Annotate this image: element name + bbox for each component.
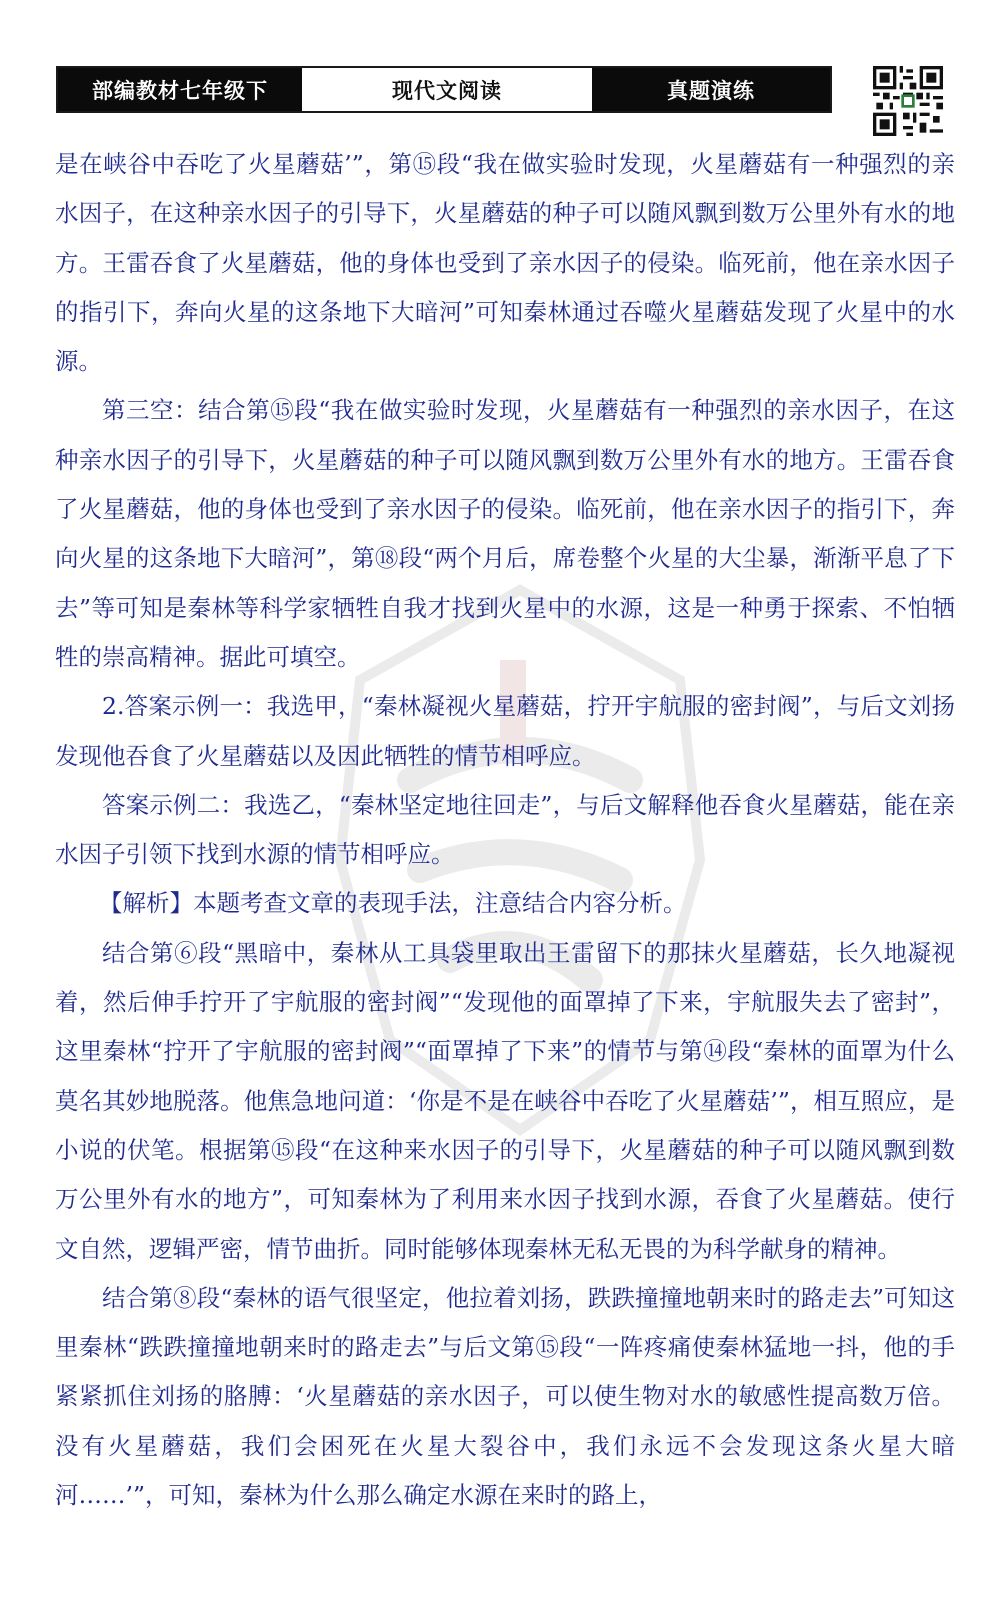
paragraph-continuation: 是在峡谷中吞吃了火星蘑菇’”，第⑮段“我在做实验时发现，火星蘑菇有一种强烈的亲水因子，在这种亲水因子的引导下，火星蘑菇的种子可以随风飘到数万公里外有水的地方。王雷吞食了火星蘑菇，他的身体也受到了亲水因子的侵染。临死前，他在亲水因子的指引下，奔向火星的这条地下大暗河”可知秦林通过吞噬火星蘑菇发现了火星中的水源。: [55, 150, 955, 376]
header-exercise-label: 真题演练: [592, 68, 830, 111]
paragraph-analysis-lead: 【解析】本题考查文章的表现手法，注意结合内容分析。: [99, 889, 687, 918]
paragraph-answer-example-2: 答案示例二：我选乙，“秦林坚定地往回走”，与后文解释他吞食火星蘑菇，能在亲水因子引领下找到水源的情节相呼应。: [55, 790, 955, 869]
paragraph-analysis-8: 结合第⑧段“秦林的语气很坚定，他拉着刘扬，跌跌撞撞地朝来时的路走去”可知这里秦林“跌跌撞撞地朝来时的路走去”与后文第⑮段“一阵疼痛使秦林猛地一抖，他的手紧紧抓住刘扬的胳膊：‘火星蘑菇的亲水因子，可以使生物对水的敏感性提高数万倍。没有火星蘑菇，我们会困死在火星大裂谷中，我们永远不会发现这条火星大暗河……’”，可知，秦林为什么那么确定水源在来时的路上，: [55, 1283, 955, 1510]
qr-code-icon: [873, 66, 943, 136]
paragraph-third-blank: 第三空：结合第⑮段“我在做实验时发现，火星蘑菇有一种强烈的亲水因子，在这种亲水因子的引导下，火星蘑菇的种子可以随风飘到数万公里外有水的地方。王雷吞食了火星蘑菇，他的身体也受到了亲水因子的侵染。临死前，他在亲水因子的指引下，奔向火星的这条地下大暗河”，第⑱段“两个月后，席卷整个火星的大尘暴，渐渐平息了下去”等可知是秦林等科学家牺牲自我才找到火星中的水源，这是一种勇于探索、不怕牺牲的崇高精神。据此可填空。: [55, 396, 955, 671]
header-bar: [56, 66, 832, 113]
paragraph-analysis-6: 结合第⑥段“黑暗中，秦林从工具袋里取出王雷留下的那抹火星蘑菇，长久地凝视着，然后伸手拧开了宇航服的密封阀”“发现他的面罩掉了下来，宇航服失去了密封”，这里秦林“拧开了宇航服的密封阀”“面罩掉了下来”的情节与第⑭段“秦林的面罩为什么莫名其妙地脱落。他焦急地问道：‘你是不是在峡谷中吞吃了火星蘑菇’”，相互照应，是小说的伏笔。根据第⑮段“在这种来水因子的引导下，火星蘑菇的种子可以随风飘到数万公里外有水的地方”，可知秦林为了利用来水因子找到水源，吞食了火星蘑菇。使行文自然，逻辑严密，情节曲折。同时能够体现秦林无私无畏的为科学献身的精神。: [55, 938, 955, 1263]
header-textbook-label: 部编教材七年级下: [58, 68, 302, 111]
header-section-label: 现代文阅读: [302, 68, 592, 111]
answer-explanation-body: [55, 140, 955, 1520]
paragraph-answer-example-1: 2.答案示例一：我选甲，“秦林凝视火星蘑菇，拧开宇航服的密封阀”，与后文刘扬发现他吞食了火星蘑菇以及因此牺牲的情节相呼应。: [55, 692, 955, 770]
